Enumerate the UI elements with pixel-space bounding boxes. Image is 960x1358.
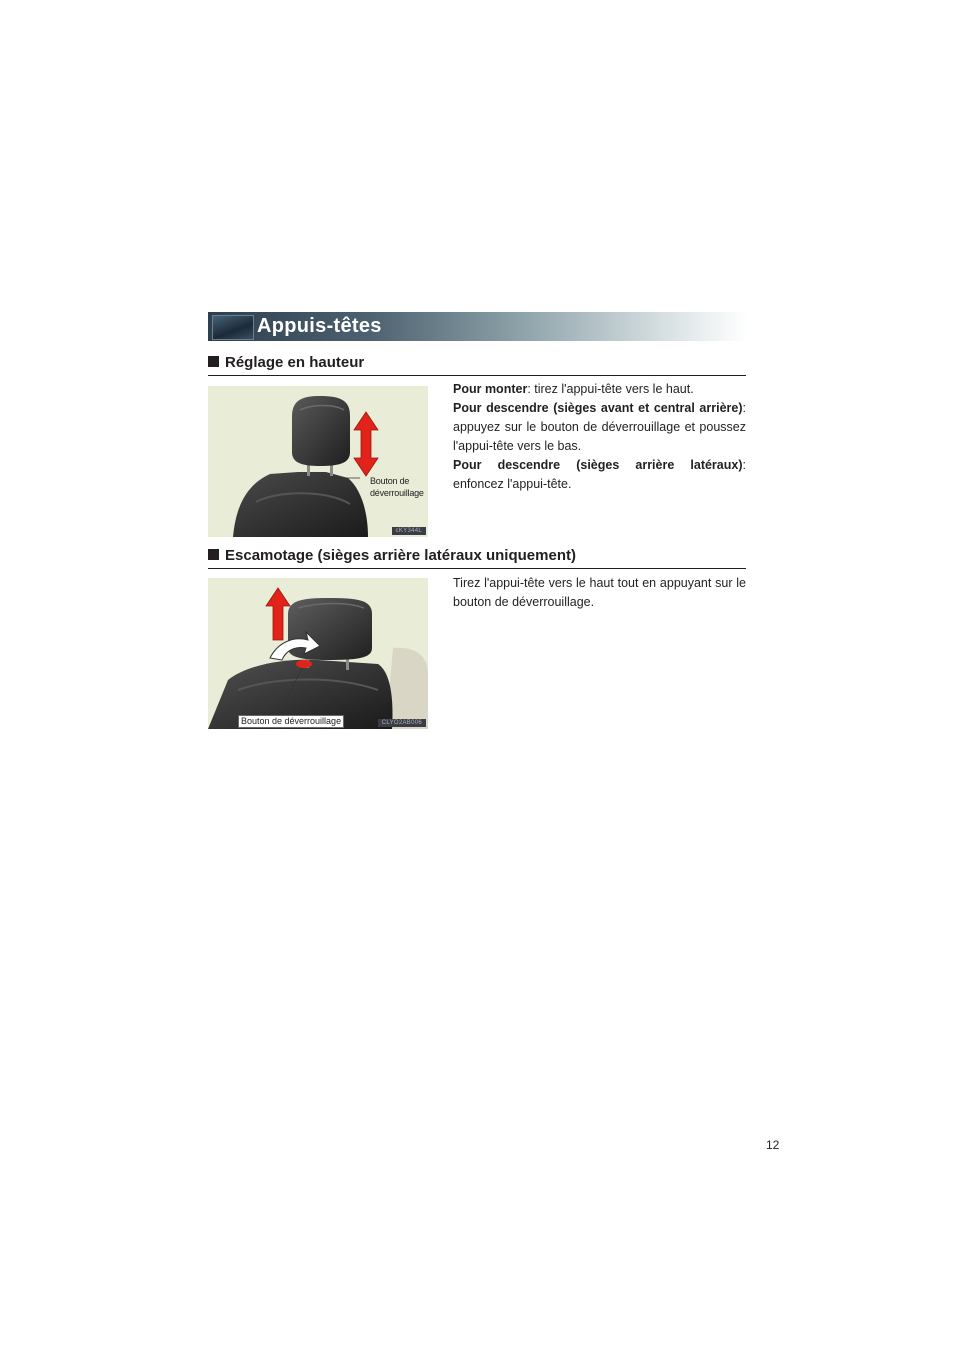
image-code-label: cKY344L: [392, 527, 426, 535]
heading-square-bullet-icon: [208, 356, 219, 367]
section-heading-height-adjustment: Réglage en hauteur: [208, 353, 746, 376]
release-button-highlight: [296, 660, 312, 668]
image-code-label: CLYO2AB006: [378, 719, 426, 727]
heading-square-bullet-icon: [208, 549, 219, 560]
headrest-folding-illustration: [208, 578, 428, 729]
instructions-height-adjustment: [453, 380, 746, 494]
instruction-raise: Pour monter: tirez l'appui-tête vers le haut.: [453, 382, 694, 396]
headrest-height-photo: [208, 386, 428, 537]
headrest-height-illustration: [208, 386, 428, 537]
banner-thumbnail-image: [212, 315, 254, 340]
title-banner: [208, 312, 748, 341]
page-number: 12: [766, 1138, 780, 1152]
instruction-lower-front: Pour descendre (sièges avant et central arrière): appuyez sur le bouton de déverrouillage et poussez l'appui-tête vers le bas.: [453, 401, 746, 453]
page-title: Appuis-têtes: [257, 315, 382, 337]
release-button-callout: Bouton de déverrouillage: [238, 715, 344, 728]
section-heading-folding: Escamotage (sièges arrière latéraux uniquement): [208, 546, 746, 569]
up-down-arrow-icon: [354, 412, 378, 476]
instructions-folding: [453, 574, 746, 612]
instruction-lower-rear-outboard: Pour descendre (sièges arrière latéraux): enfoncez l'appui-tête.: [453, 458, 746, 491]
headrest-folding-photo: [208, 578, 428, 729]
instruction-fold: Tirez l'appui-tête vers le haut tout en appuyant sur le bouton de déverrouillage.: [453, 576, 746, 609]
up-arrow-icon: [266, 588, 290, 640]
release-button-callout: Bouton de déverrouillage: [370, 476, 424, 498]
